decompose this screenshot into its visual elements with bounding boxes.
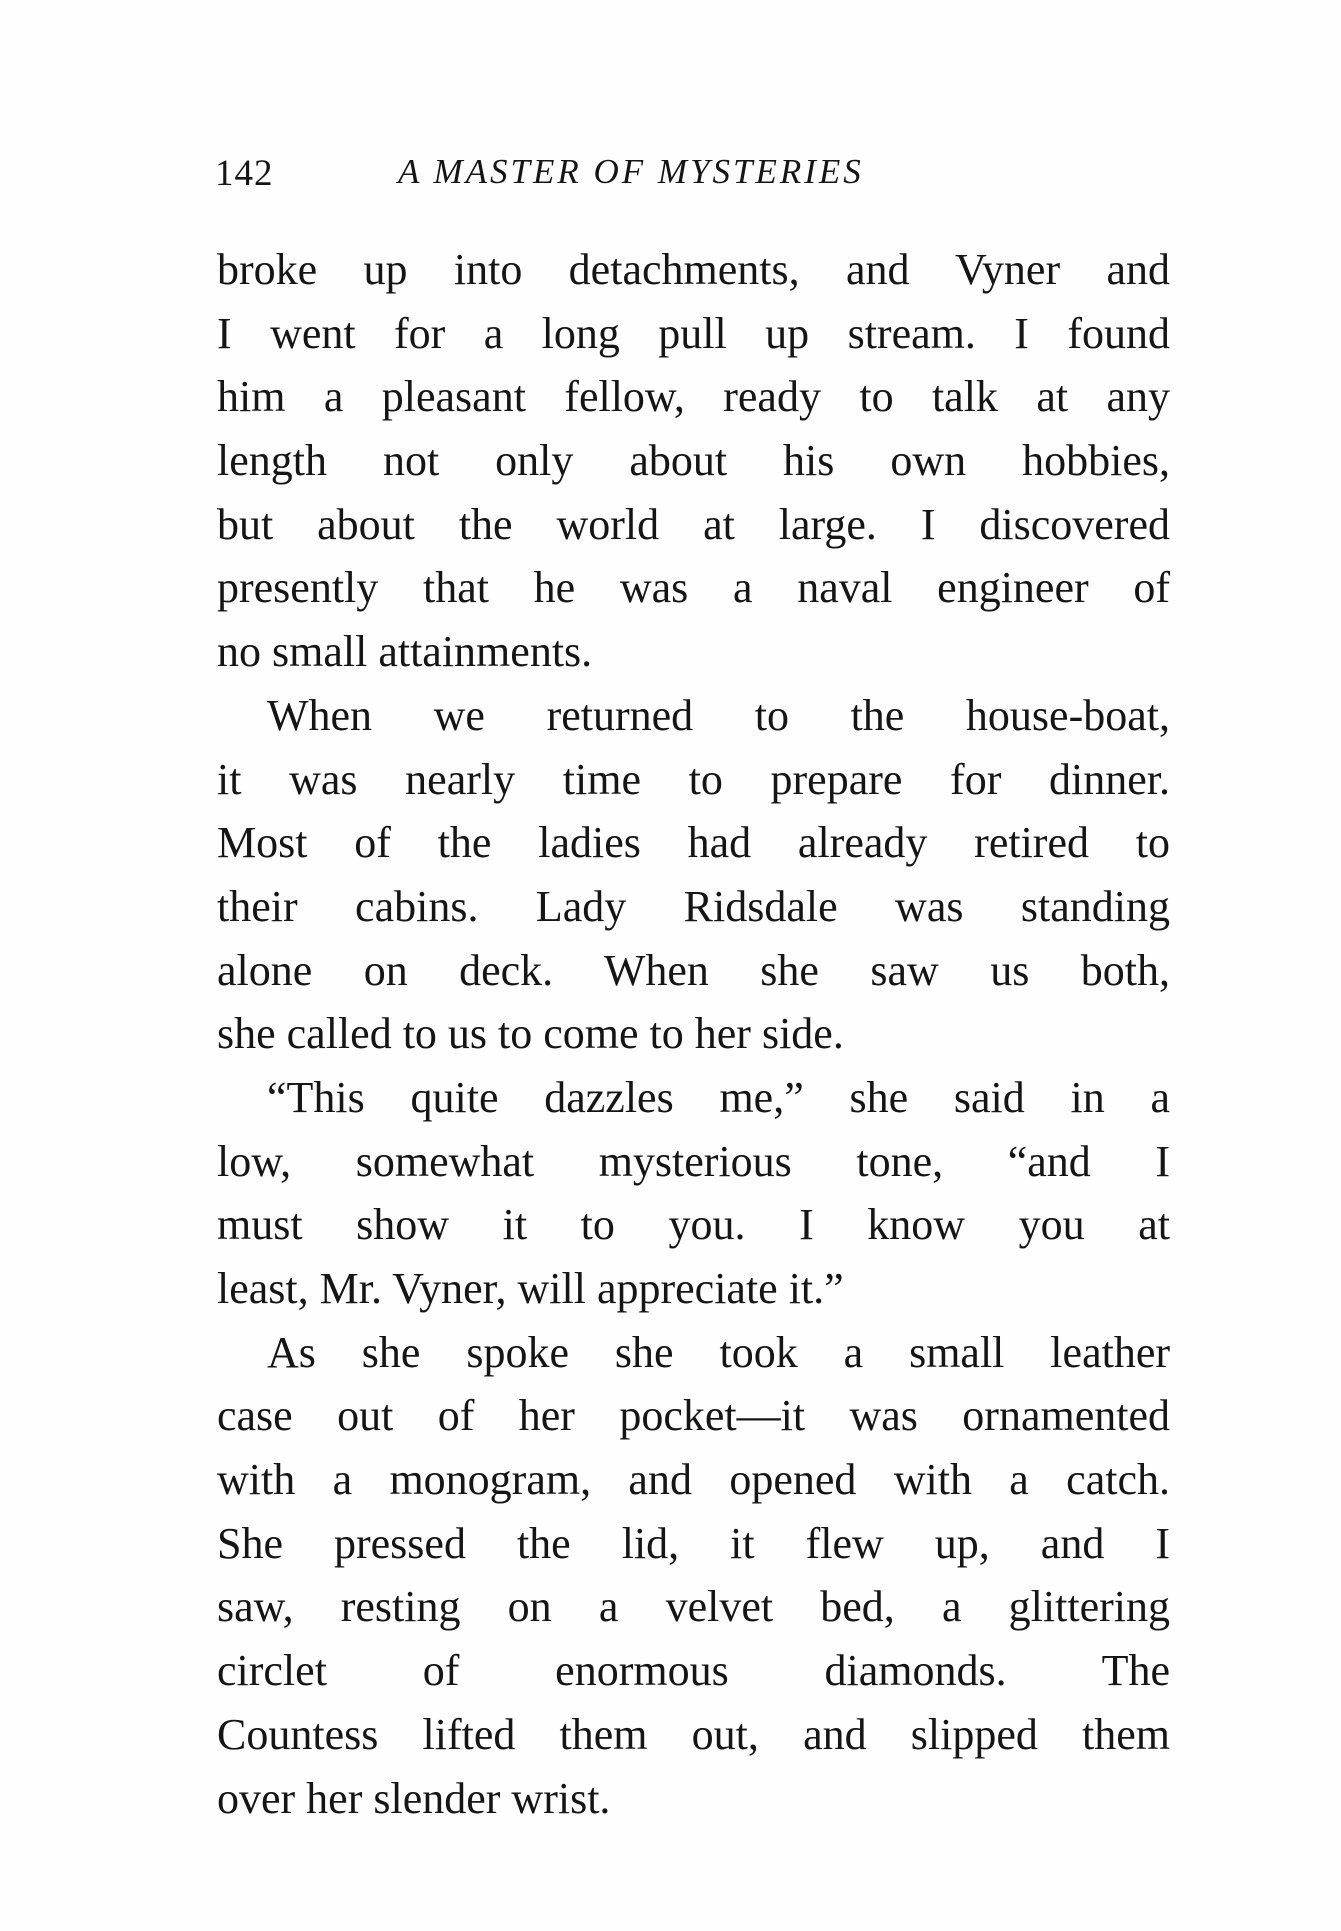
- text-line: circlet of enormous diamonds. The: [217, 1646, 1170, 1696]
- text-line: Most of the ladies had already retired to: [217, 818, 1170, 868]
- paragraph-2: [217, 684, 1170, 1066]
- text-line: him a pleasant fellow, ready to talk at any: [217, 372, 1170, 422]
- text-line: Countess lifted them out, and slipped them: [217, 1709, 1170, 1759]
- text-line: She pressed the lid, it flew up, and I: [217, 1518, 1170, 1568]
- text-line: but about the world at large. I discovered: [217, 499, 1170, 549]
- text-line: it was nearly time to prepare for dinner.: [217, 754, 1170, 804]
- running-head: [215, 152, 1175, 202]
- text-line: I went for a long pull up stream. I found: [217, 308, 1170, 358]
- text-line: over her slender wrist.: [217, 1773, 611, 1823]
- paragraph-3: [217, 1066, 1170, 1321]
- text-line: When we returned to the house-boat,: [267, 690, 1170, 740]
- paragraph-4: [217, 1321, 1170, 1831]
- body-text: [217, 238, 1170, 1830]
- text-line: length not only about his own hobbies,: [217, 436, 1170, 486]
- text-line: alone on deck. When she saw us both,: [217, 945, 1170, 995]
- text-line: least, Mr. Vyner, will appreciate it.”: [217, 1264, 844, 1313]
- text-line: presently that he was a naval engineer of: [217, 563, 1170, 613]
- text-line: with a monogram, and opened with a catch.: [217, 1455, 1170, 1505]
- text-line: As she spoke she took a small leather: [267, 1327, 1170, 1377]
- text-line: must show it to you. I know you at: [217, 1200, 1170, 1250]
- page-number: 142: [215, 153, 274, 194]
- paragraph-1: [217, 238, 1170, 684]
- text-line: she called to us to come to her side.: [217, 1009, 844, 1059]
- text-line: low, somewhat mysterious tone, “and I: [217, 1136, 1170, 1186]
- running-title: A MASTER OF MYSTERIES: [398, 152, 864, 191]
- text-line: case out of her pocket—it was ornamented: [217, 1391, 1170, 1441]
- text-line: “This quite dazzles me,” she said in a: [267, 1072, 1170, 1122]
- text-line: their cabins. Lady Ridsdale was standing: [217, 881, 1170, 931]
- text-line: saw, resting on a velvet bed, a glittering: [217, 1582, 1170, 1632]
- text-line: no small attainments.: [217, 627, 593, 677]
- text-line: broke up into detachments, and Vyner and: [217, 245, 1170, 294]
